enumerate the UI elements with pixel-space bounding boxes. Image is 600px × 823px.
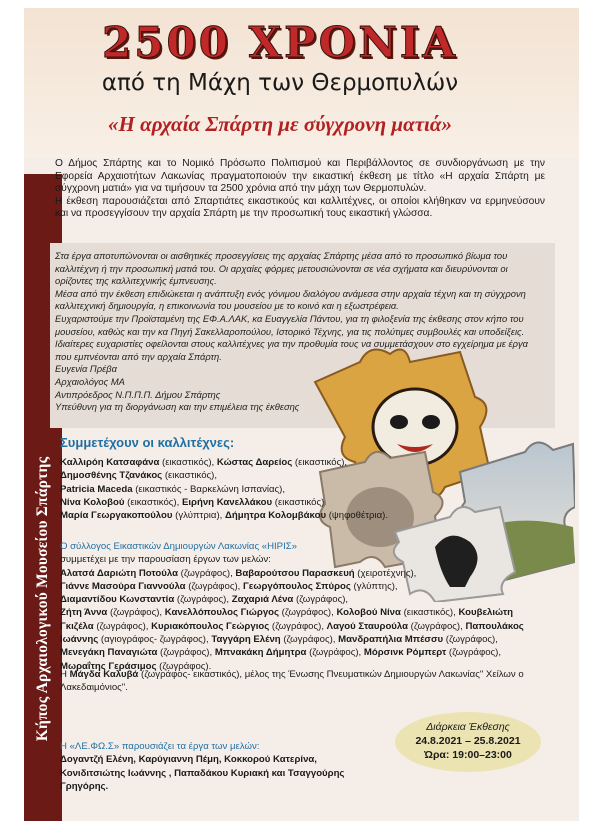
- iris-intro: Ο σύλλογος Εικαστικών Δημιουργών Λακωνίας «ΗΙΡΙΣ»: [60, 541, 298, 552]
- duration-hours: Ώρα: 19:00–23:00: [424, 749, 512, 761]
- lefos-intro: Η «ΛΕ.ΦΩ.Σ» παρουσιάζει τα έργα των μελών:: [60, 741, 260, 752]
- list-item: [60, 567, 545, 580]
- member-name: Ζήτη Άννα: [60, 607, 108, 619]
- intro-text: [55, 158, 545, 221]
- artist-role: (εικαστικός - Βαρκελώνη Ισπανίας),: [132, 483, 286, 495]
- member-role: (ζωγράφος),: [269, 620, 327, 632]
- list-item: [60, 620, 545, 633]
- artist-role: (εικαστικός),: [124, 496, 182, 508]
- duration-text: [395, 720, 541, 762]
- madga-prefix: Η: [60, 669, 70, 680]
- signature-name: Ευγενία Πρέβα: [55, 363, 117, 375]
- mask-eye-right: [422, 415, 440, 429]
- list-item: [60, 633, 545, 646]
- member-role: (εικαστικός),: [400, 607, 459, 619]
- signature-role: Αντιπρόεδρος Ν.Π.Π.Π. Δήμου Σπάρτης: [55, 388, 221, 400]
- artist-role: (ψηφοθέτρια).: [326, 510, 389, 522]
- member-name: Αλατσά Δαριώτη Ποτούλα: [60, 567, 178, 579]
- lefos-members-2: Κονιδιτσιώτης Ιωάννης , Παπαδάκου Κυριακή και Τσαγγούρης Γρηγόρης.: [60, 767, 345, 792]
- member-role: (αγιογράφος- ζωγράφος),: [98, 634, 212, 646]
- list-item: [60, 496, 380, 509]
- madga-description: (ζωγράφος- εικαστικός), μέλος της Ένωσης Πνευματικών Δημιουργών Λακωνίας" Χείλων ο Λακεδαιμόνιος".: [60, 669, 524, 694]
- member-name: Κυριακόπουλος Γεώργιος: [151, 620, 270, 632]
- artist-name: Νίνα Κολοβού: [60, 496, 125, 508]
- artist-name: Καλλιρόη Κατσαφάνα: [60, 457, 160, 468]
- member-role: (ζωγράφος),: [443, 634, 498, 646]
- artist-name: Κώστας Δαρείος: [216, 457, 293, 468]
- artist-name: Patricia Maceda: [60, 483, 133, 495]
- artist-role: (εικαστικός),: [159, 457, 217, 468]
- member-role: (ζωγράφος).: [156, 660, 212, 672]
- member-name: Διαμαντίδου Κωνσταντία: [60, 594, 175, 606]
- member-role: (χειροτέχνης),: [354, 567, 417, 579]
- list-item: [60, 456, 380, 469]
- list-item: [60, 606, 545, 619]
- artist-name: Ειρήνη Κανελλάκου: [181, 496, 273, 508]
- member-role: (ζωγράφος),: [306, 647, 364, 659]
- body-paragraph-4: Ιδιαίτερες ευχαριστίες οφείλονται στους καλλιτέχνες για την προθυμία τους να συμμετάσχουν στο εγχείρημα με έργα που εμπνέονται από την αρχαία Σπάρτη.: [55, 338, 528, 362]
- artist-name: Δημοσθένης Τζανάκος: [60, 470, 163, 482]
- madga-section: [60, 668, 550, 695]
- member-name: Ζαχαριά Λένα: [231, 594, 294, 606]
- artists-list: [60, 456, 389, 522]
- member-name: Βαβαρούτσου Παρασκευή: [235, 567, 355, 579]
- artist-role: (εικαστικός),: [162, 470, 218, 482]
- duration-dates: 24.8.2021 – 25.8.2021: [415, 735, 521, 747]
- member-name: Ταγγάρη Ελένη: [211, 634, 281, 646]
- member-name: Μανδραπήλια Μπέσσυ: [338, 634, 444, 646]
- list-item: [60, 593, 545, 606]
- member-role: (γλύπτης),: [350, 580, 398, 592]
- artist-role: (εικαστικός),: [292, 457, 348, 468]
- artist-name: Δήμητρα Κολομβάκου: [225, 510, 327, 522]
- body-paragraph-1: Στα έργα αποτυπώνονται οι αισθητικές προσεγγίσεις της αρχαίας Σπάρτης μέσα από το προσωπικό βίωμα του καλλιτέχνη ή την προσωπική ματιά του. Οι αρχαίες φόρμες μετουσιώνονται σε νέα σχήματα και διευρύνονται οι ορίζοντες της καλλιτεχνικής έμπνευσης.: [55, 250, 508, 287]
- member-name: Γκιζέλα: [60, 620, 94, 632]
- list-item: [60, 646, 545, 659]
- list-item: [60, 580, 545, 593]
- member-role: (ζωγράφος),: [157, 647, 215, 659]
- lefos-section: [60, 740, 390, 793]
- body-paragraph-2: Μέσα από την έκθεση επιδιώκεται η ανάπτυξη ενός γόνιμου διαλόγου ανάμεσα στην αρχαία τέχνη και τη σύγχρονη καλλιτεχνική δημιουργία, η επικοινωνία του μουσείου με το κοινό και η εξωστρέφεια.: [55, 287, 526, 312]
- artist-role: (γλύπτρια),: [172, 510, 226, 522]
- list-item: [60, 483, 380, 496]
- mask-eye-left: [390, 415, 408, 429]
- duration-label: Διάρκεια Έκθεσης: [426, 721, 510, 733]
- signature-responsibility: Υπεύθυνη για τη διοργάνωση και την επιμέλεια της έκθεσης: [55, 401, 300, 413]
- title-exhibition: «Η αρχαία Σπάρτη με σύγχρονη ματιά»: [108, 112, 452, 136]
- member-name: Ιωάννης: [60, 634, 99, 646]
- intro-paragraph-1: Ο Δήμος Σπάρτης και το Νομικό Πρόσωπο Πολιτισμού και Περιβάλλοντος σε συνδιοργάνωση με την Εφορεία Αρχαιοτήτων Λακωνίας πραγματοποιούν την εικαστική έκθεση με τίτλο «Η αρχαία Σπάρτη με σύγχρονη ματιά» για να τιμήσουν τα 2500 χρόνια από την μάχη των Θερμοπυλών.: [55, 158, 545, 195]
- sidebar-label: Κήπος Αρχαιολογικού Μουσείου Σπάρτης: [34, 456, 51, 742]
- artist-name: Μαρία Γεωργακοπούλου: [60, 510, 173, 522]
- member-role: (ζωγράφος),: [177, 567, 236, 579]
- list-item: [60, 509, 389, 522]
- body-paragraph-3: Ευχαριστούμε την Προϊσταμένη της ΕΦ.Α.ΛΑΚ, κα Ευαγγελία Πάντου, για τη φιλοξενία της έκθεσης στον κήπο του μουσείου, καθώς και την κα Πηγή Σακελλαροπούλου, Ιστορικό Τέχνης, για τις πολύτιμες συμβουλές και υποδείξεις.: [55, 312, 525, 337]
- artist-role: (εικαστικός): [272, 496, 325, 508]
- member-name: Μωραΐτης Γεράσιμος: [60, 660, 157, 672]
- artists-heading: Συμμετέχουν οι καλλιτέχνες:: [60, 435, 235, 450]
- intro-paragraph-2: Η έκθεση παρουσιάζεται από Σπαρτιάτες εικαστικούς και καλλιτέχνες, οι οποίοι κλήθηκαν να ερμηνεύσουν και να προσεγγίσουν την αρχαία Σπάρτη με την προσωπική τους εικαστική γλώσσα.: [55, 195, 545, 220]
- member-name: Γεωργόπουλος Σπύρος: [243, 580, 351, 592]
- list-item: [60, 469, 380, 482]
- member-role: (ζωγράφος),: [93, 620, 152, 632]
- iris-section: [60, 540, 545, 673]
- member-name: Λαγού Σταυρούλα: [326, 620, 408, 632]
- member-name: Κολοβού Νίνα: [336, 607, 401, 619]
- member-role: (ζωγράφος),: [280, 634, 339, 646]
- signature-title: Αρχαιολόγος ΜΑ: [55, 375, 125, 387]
- member-role: (ζωγράφος),: [185, 580, 244, 592]
- member-name: Κανελλόπουλος Γιώργος: [164, 607, 280, 619]
- title-main: 2500 ΧΡΟΝΙΑ: [102, 18, 458, 67]
- member-name: Παπουλάκος: [465, 620, 524, 632]
- member-role: (ζωγράφος),: [408, 620, 466, 632]
- member-role: (ζωγράφος),: [279, 607, 337, 619]
- member-name: Κουβελιώτη: [458, 607, 513, 619]
- member-role: (ζωγράφος),: [107, 607, 165, 619]
- lefos-members-1: Δογαντζή Ελένη, Καρύγιαννη Πέμη, Κοκκορού Κατερίνα,: [60, 754, 317, 766]
- member-name: Μάγδα Καλυβά: [69, 669, 139, 680]
- member-role: (ζωγράφος),: [293, 594, 349, 606]
- member-name: Μενεγάκη Παναγιώτα: [60, 647, 158, 659]
- member-name: Μπνακάκη Δήμητρα: [214, 647, 307, 659]
- title-subtitle: από τη Μάχη των Θερμοπυλών: [101, 70, 459, 96]
- member-name: Γιάννε Μασούρα Γιαννούλα: [60, 580, 186, 592]
- member-role: (ζωγράφος),: [446, 647, 502, 659]
- member-role: (ζωγράφος),: [174, 594, 232, 606]
- member-name: Μόρσινκ Ρόμπερτ: [363, 647, 447, 659]
- iris-intro-2: συμμετέχει με την παρουσίαση έργων των μελών:: [60, 554, 271, 566]
